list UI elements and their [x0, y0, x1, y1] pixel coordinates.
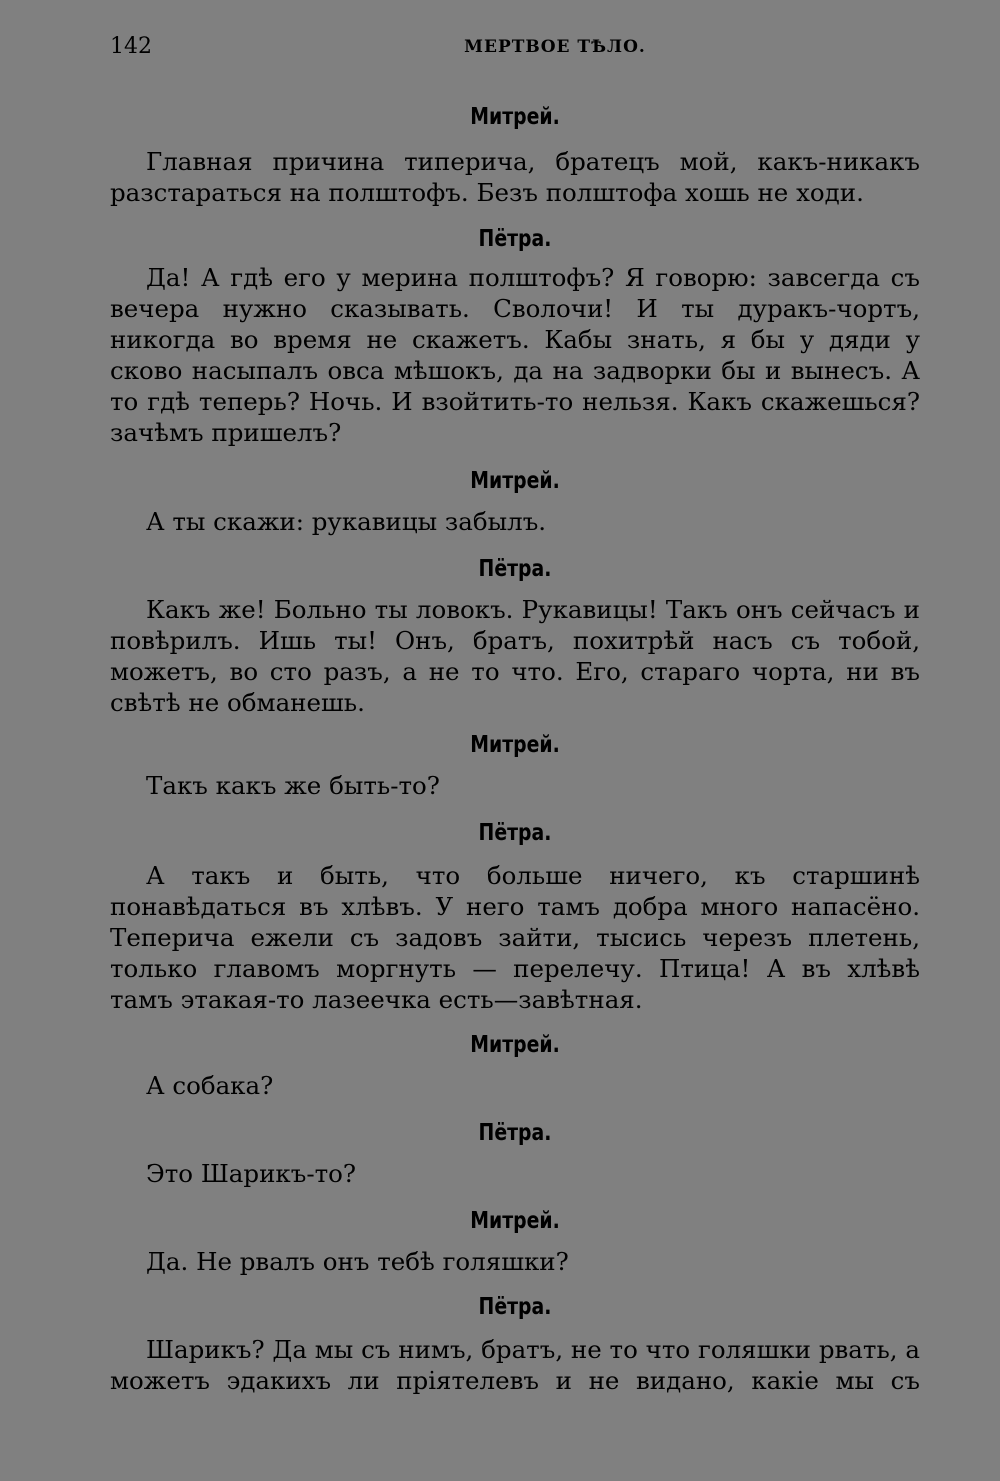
dialogue-paragraph: Да! А гдѣ его у мерина полштофъ? Я говорю: завсегда съ вечера нужно сказывать. Сволочи! И ты дуракъ-чортъ, никогда во время не скажетъ. Кабы знать, я бы у дяди у сково насыпалъ овса мѣшокъ, да на задворки бы и вынесъ. А то гдѣ теперь? Ночь. И взойтить-то нельзя. Какъ скажешься? зачѣмъ пришелъ?	[110, 263, 920, 447]
dialogue-paragraph: Главная причина типерича, братецъ мой, какъ-никакъ разстараться на полштофъ. Безъ полштофа хошь не ходи.	[110, 147, 920, 207]
speaker-name: Пётра.	[478, 1294, 552, 1320]
page-number: 142	[110, 34, 152, 59]
speaker-name: Митрей.	[470, 468, 560, 494]
dialogue-paragraph: Это Шарикъ-то?	[146, 1159, 357, 1188]
speaker-name: Пётра.	[478, 556, 552, 582]
dialogue-paragraph: Какъ же! Больно ты ловокъ. Рукавицы! Такъ онъ сейчасъ и повѣрилъ. Ишь ты! Онъ, братъ, похитрѣй насъ съ тобой, можетъ, во сто разъ, а не то что. Его, стараго чорта, ни въ свѣтѣ не обманешь.	[110, 595, 920, 717]
speaker-name: Митрей.	[470, 732, 560, 758]
speaker-name: Пётра.	[478, 226, 552, 252]
dialogue-paragraph: А такъ и быть, что больше ничего, къ старшинѣ понавѣдаться въ хлѣвъ. У него тамъ добра много напасёно. Теперича ежели съ задовъ зайти, тысись черезъ плетень, только главомъ моргнуть — перелечу. Птица! А въ хлѣвѣ тамъ этакая-то лазеечка есть—завѣтная.	[110, 861, 920, 1014]
speaker-name: Митрей.	[470, 1032, 560, 1058]
speaker-name: Митрей.	[470, 104, 560, 130]
speaker-name: Митрей.	[470, 1208, 560, 1234]
page-header	[110, 34, 920, 66]
dialogue-paragraph: Да. Не рвалъ онъ тебѣ голяшки?	[146, 1247, 569, 1276]
dialogue-paragraph: А собака?	[146, 1071, 274, 1100]
dialogue-paragraph: Такъ какъ же быть-то?	[146, 771, 440, 800]
speaker-name: Пётра.	[478, 820, 552, 846]
dialogue-paragraph: Шарикъ? Да мы съ нимъ, братъ, не то что голяшки рвать, а можетъ эдакихъ ли прiятелевъ и не видано, какiе мы съ	[110, 1335, 920, 1395]
dialogue-paragraph: А ты скажи: рукавицы забылъ.	[146, 507, 547, 536]
speaker-name: Пётра.	[478, 1120, 552, 1146]
running-title: МЕРТВОЕ ТѢЛО.	[464, 37, 646, 57]
